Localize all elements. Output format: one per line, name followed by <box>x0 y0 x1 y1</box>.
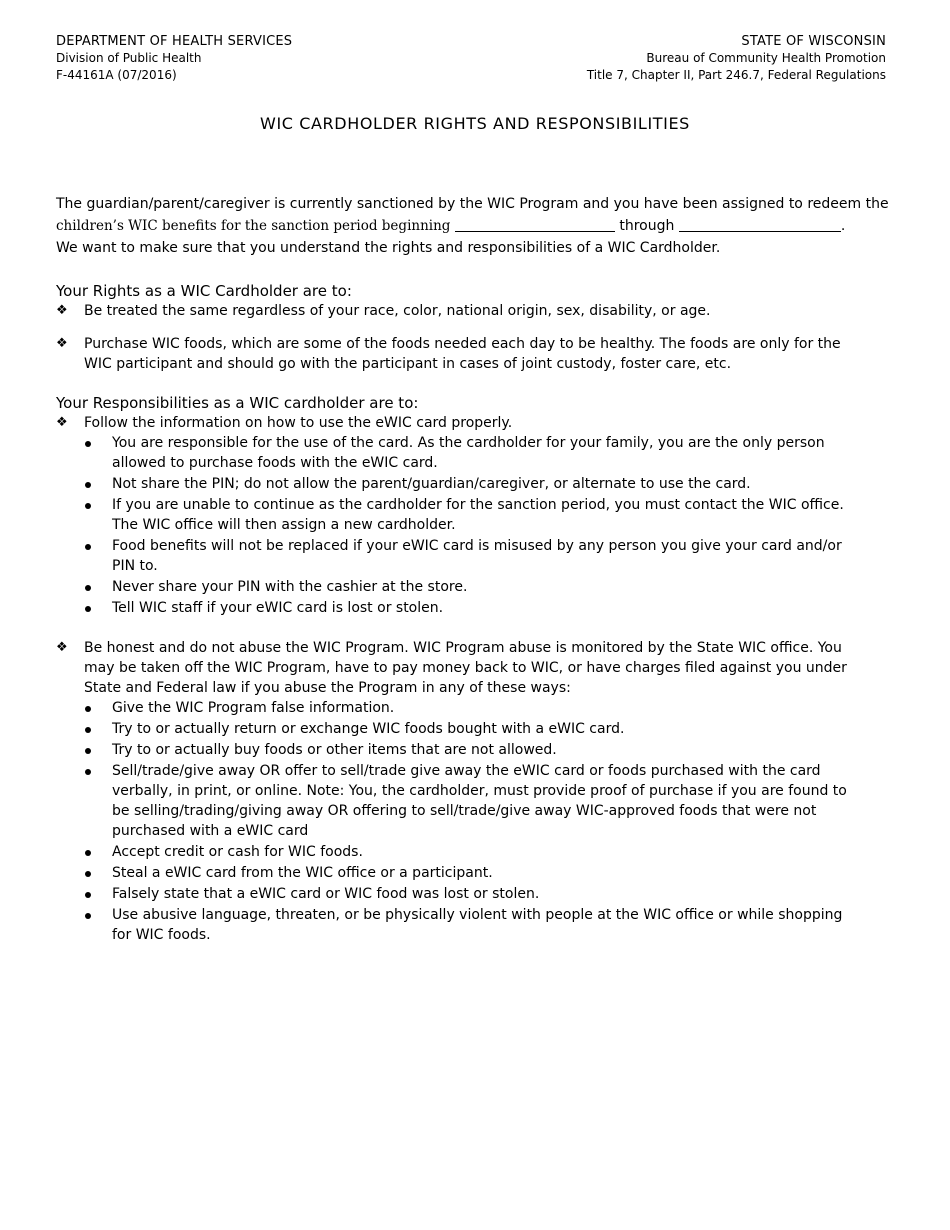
diamond-bullet-icon: ❖ <box>56 303 68 318</box>
sub-item-text: Try to or actually buy foods or other items that are not allowed. <box>112 742 557 758</box>
rights-item-text: Purchase WIC foods, which are some of the foods needed each day to be healthy. The foods are only for the WIC participant and should go with the participant in cases of joint custody, foster care, etc. <box>84 336 841 372</box>
card-use-sublist <box>84 433 866 618</box>
sub-list-item <box>84 761 866 841</box>
sub-item-text: Never share your PIN with the cashier at the store. <box>112 579 468 595</box>
bullet-dot-icon <box>85 585 91 591</box>
sub-list-item <box>84 598 866 618</box>
rights-heading: Your Rights as a WIC Cardholder are to: <box>56 282 352 300</box>
intro-line-3: We want to make sure that you understand the rights and responsibilities of a WIC Cardholder. <box>56 240 721 256</box>
state-name: STATE OF WISCONSIN <box>741 34 886 49</box>
rights-item-text: Be treated the same regardless of your race, color, national origin, sex, disability, or age. <box>84 303 711 319</box>
bullet-dot-icon <box>85 727 91 733</box>
sub-list-item <box>84 577 866 597</box>
sub-list-item <box>84 433 866 473</box>
intro-line-1: The guardian/parent/caregiver is currently sanctioned by the WIC Program and you have been assigned to redeem the <box>56 196 889 212</box>
sub-list-item <box>84 740 866 760</box>
sub-list-item <box>84 863 866 883</box>
abuse-sublist <box>84 698 866 945</box>
sub-item-text: Falsely state that a eWIC card or WIC food was lost or stolen. <box>112 886 540 902</box>
sub-item-text: Accept credit or cash for WIC foods. <box>112 844 363 860</box>
bullet-dot-icon <box>85 606 91 612</box>
sub-list-item <box>84 495 866 535</box>
sub-list-item <box>84 536 866 576</box>
bullet-dot-icon <box>85 706 91 712</box>
responsibilities-heading: Your Responsibilities as a WIC cardholder are to: <box>56 394 419 412</box>
diamond-bullet-icon: ❖ <box>56 336 68 351</box>
sub-list-item <box>84 474 866 494</box>
sub-list-item <box>84 842 866 862</box>
bullet-dot-icon <box>85 441 91 447</box>
diamond-bullet-icon: ❖ <box>56 415 68 430</box>
bullet-dot-icon <box>85 544 91 550</box>
regulation-reference: Title 7, Chapter II, Part 246.7, Federal Regulations <box>586 68 886 82</box>
responsibility-item <box>56 638 866 945</box>
responsibility-item-text: Follow the information on how to use the eWIC card properly. <box>84 415 513 431</box>
sub-item-text: If you are unable to continue as the cardholder for the sanction period, you must contact the WIC office. The WIC office will then assign a new cardholder. <box>112 497 844 533</box>
bullet-dot-icon <box>85 850 91 856</box>
rights-list <box>56 301 866 374</box>
intro-through-label: through <box>619 218 675 234</box>
bullet-dot-icon <box>85 769 91 775</box>
intro-paragraph <box>56 193 889 259</box>
note-label: Note: <box>306 783 345 799</box>
sub-list-item <box>84 719 866 739</box>
sanction-start-date-field[interactable] <box>455 216 615 232</box>
diamond-bullet-icon: ❖ <box>56 640 68 655</box>
sub-list-item <box>84 884 866 904</box>
intro-line-2 <box>56 215 876 237</box>
sub-item-text: Give the WIC Program false information. <box>112 700 395 716</box>
rights-item <box>56 334 866 374</box>
responsibilities-list <box>56 413 866 946</box>
sub-list-item <box>84 905 866 945</box>
header-right <box>587 33 886 84</box>
bullet-dot-icon <box>85 871 91 877</box>
sub-item-text: Tell WIC staff if your eWIC card is lost or stolen. <box>112 600 444 616</box>
note-text: You, the cardholder, must provide proof of purchase if you are found to be selling/trading/giving away OR offering to sell/trade/give away WIC-approved foods that were not purchased with a eWIC card <box>112 783 847 839</box>
responsibility-item <box>56 413 866 618</box>
sub-item-text: Steal a eWIC card from the WIC office or a participant. <box>112 865 493 881</box>
sub-item-text: You are responsible for the use of the card. As the cardholder for your family, you are the only person allowed to purchase foods with the eWIC card. <box>112 435 825 471</box>
division-name: Division of Public Health <box>56 51 202 65</box>
department-name: DEPARTMENT OF HEALTH SERVICES <box>56 34 293 49</box>
intro-line-2-text: children’s WIC benefits for the sanction period beginning <box>56 218 451 234</box>
bullet-dot-icon <box>85 482 91 488</box>
sanction-end-date-field[interactable] <box>679 216 841 232</box>
sub-item-text: Use abusive language, threaten, or be physically violent with people at the WIC office or while shopping for WIC foods. <box>112 907 843 943</box>
sub-item-text: Not share the PIN; do not allow the parent/guardian/caregiver, or alternate to use the card. <box>112 476 751 492</box>
form-number: F-44161A (07/2016) <box>56 68 177 82</box>
bullet-dot-icon <box>85 913 91 919</box>
bullet-dot-icon <box>85 748 91 754</box>
responsibility-item-text: Be honest and do not abuse the WIC Program. WIC Program abuse is monitored by the State WIC office. You may be taken off the WIC Program, have to pay money back to WIC, or have charges filed against you under State and Federal law if you abuse the Program in any of these ways: <box>84 640 847 696</box>
bullet-dot-icon <box>85 892 91 898</box>
sub-item-text: Food benefits will not be replaced if your eWIC card is misused by any person you give your card and/or PIN to. <box>112 538 842 574</box>
sub-item-text: Try to or actually return or exchange WIC foods bought with a eWIC card. <box>112 721 625 737</box>
rights-item <box>56 301 866 321</box>
page-title: WIC CARDHOLDER RIGHTS AND RESPONSIBILITIES <box>260 114 690 133</box>
intro-period: . <box>840 218 846 234</box>
sub-list-item <box>84 698 866 718</box>
header-left <box>56 33 292 84</box>
bullet-dot-icon <box>85 503 91 509</box>
sub-item-text-before-note: Sell/trade/give away OR offer to sell/trade give away the eWIC card or foods purchased with the card verbally, in print, or online. <box>112 763 821 799</box>
bureau-name: Bureau of Community Health Promotion <box>646 51 886 65</box>
